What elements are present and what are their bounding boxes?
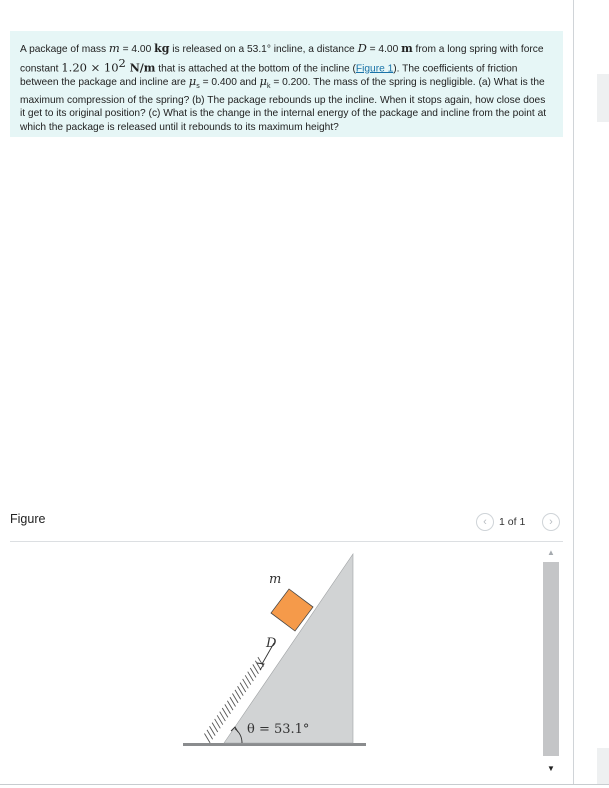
spring-coil bbox=[215, 719, 221, 728]
bottom-rule bbox=[0, 784, 609, 785]
incline-figure bbox=[180, 550, 370, 762]
pager-total: 1 bbox=[519, 516, 526, 528]
spring-coil bbox=[248, 672, 254, 681]
figure-divider bbox=[10, 541, 563, 542]
spring-coil bbox=[210, 726, 216, 735]
spring-coil bbox=[255, 661, 261, 670]
problem-statement bbox=[10, 31, 563, 137]
problem-text: = 4.00 bbox=[366, 44, 402, 55]
spring-coil bbox=[258, 657, 264, 666]
spring-coil bbox=[217, 715, 223, 724]
distance-symbol: D bbox=[357, 41, 367, 55]
problem-text: is released on a 53.1° incline, a distance bbox=[169, 44, 358, 55]
spring-coil bbox=[232, 693, 238, 702]
side-panel-tab-bottom bbox=[597, 748, 609, 784]
unit-n-per-m: N/m bbox=[125, 60, 156, 74]
side-panel-tab bbox=[597, 74, 609, 122]
unit-m: m bbox=[401, 42, 413, 55]
scroll-up-button[interactable] bbox=[542, 544, 560, 560]
spring-coil bbox=[227, 701, 233, 710]
figure-title: Figure bbox=[10, 512, 46, 526]
chevron-left-icon: ‹ bbox=[483, 516, 487, 528]
arrow-down-icon: ▼ bbox=[547, 763, 555, 773]
unit-kg: kg bbox=[154, 42, 170, 55]
figure-pager bbox=[499, 516, 525, 528]
mu-symbol: μ bbox=[259, 74, 268, 89]
problem-text: = 4.00 bbox=[119, 44, 155, 55]
pager-of: of bbox=[507, 516, 517, 528]
spring-coil bbox=[212, 723, 218, 732]
spring-constant-exponent: 2 bbox=[118, 55, 126, 70]
mass-label: m bbox=[269, 572, 282, 587]
angle-label: θ = 53.1° bbox=[247, 722, 310, 737]
spring-coil bbox=[222, 708, 228, 717]
spring-coil bbox=[204, 733, 210, 742]
mu-subscript-k: k bbox=[267, 83, 271, 91]
spring-coil bbox=[225, 704, 231, 713]
mu-symbol: μ bbox=[188, 74, 197, 89]
spring-constant-value: 1.20 × 10 bbox=[61, 59, 119, 74]
problem-text: from a long spring with force constant bbox=[20, 44, 544, 74]
incline bbox=[224, 554, 353, 743]
spring-coil bbox=[240, 683, 246, 692]
spring-coil bbox=[238, 686, 244, 695]
distance-arrowhead bbox=[257, 663, 264, 670]
spring-coil bbox=[230, 697, 236, 706]
spring-coil bbox=[245, 675, 251, 684]
scroll-thumb[interactable] bbox=[543, 562, 559, 756]
previous-figure-button[interactable] bbox=[476, 513, 494, 531]
figure-scrollbar[interactable] bbox=[542, 544, 560, 778]
panel-divider bbox=[573, 0, 574, 784]
arrow-up-icon: ▲ bbox=[547, 547, 555, 557]
spring-coil bbox=[253, 664, 259, 673]
problem-text: that is attached at the bottom of the incline ( bbox=[155, 62, 356, 74]
problem-text: = 0.400 and bbox=[199, 77, 260, 89]
problem-text: A package of mass bbox=[20, 44, 109, 55]
scroll-down-button[interactable] bbox=[542, 760, 560, 776]
mass-symbol: m bbox=[108, 41, 120, 55]
mu-subscript-s: s bbox=[196, 83, 200, 91]
chevron-right-icon: › bbox=[549, 516, 553, 528]
next-figure-button[interactable] bbox=[542, 513, 560, 531]
spring-coil bbox=[250, 668, 256, 677]
spring-coil bbox=[220, 712, 226, 721]
figure-link[interactable]: Figure 1 bbox=[355, 62, 394, 74]
distance-label: D bbox=[266, 636, 277, 651]
spring-coil bbox=[207, 730, 213, 739]
pager-current: 1 bbox=[499, 516, 505, 528]
spring-coil bbox=[235, 690, 241, 699]
problem-text: ). The coefficients of friction between the package and incline are bbox=[20, 62, 518, 89]
problem-text: = 0.200. The mass of the spring is negligible. (a) What is the maximum compression of the spring? (b) The package rebounds up the incline. When it stops again, how close does it get to its original position? (c) What is the change in the internal energy of the package and incline from the point at which the package is released until it rebounds to its maximum height? bbox=[20, 77, 547, 133]
spring-coil bbox=[243, 679, 249, 688]
ground-line bbox=[183, 743, 366, 746]
